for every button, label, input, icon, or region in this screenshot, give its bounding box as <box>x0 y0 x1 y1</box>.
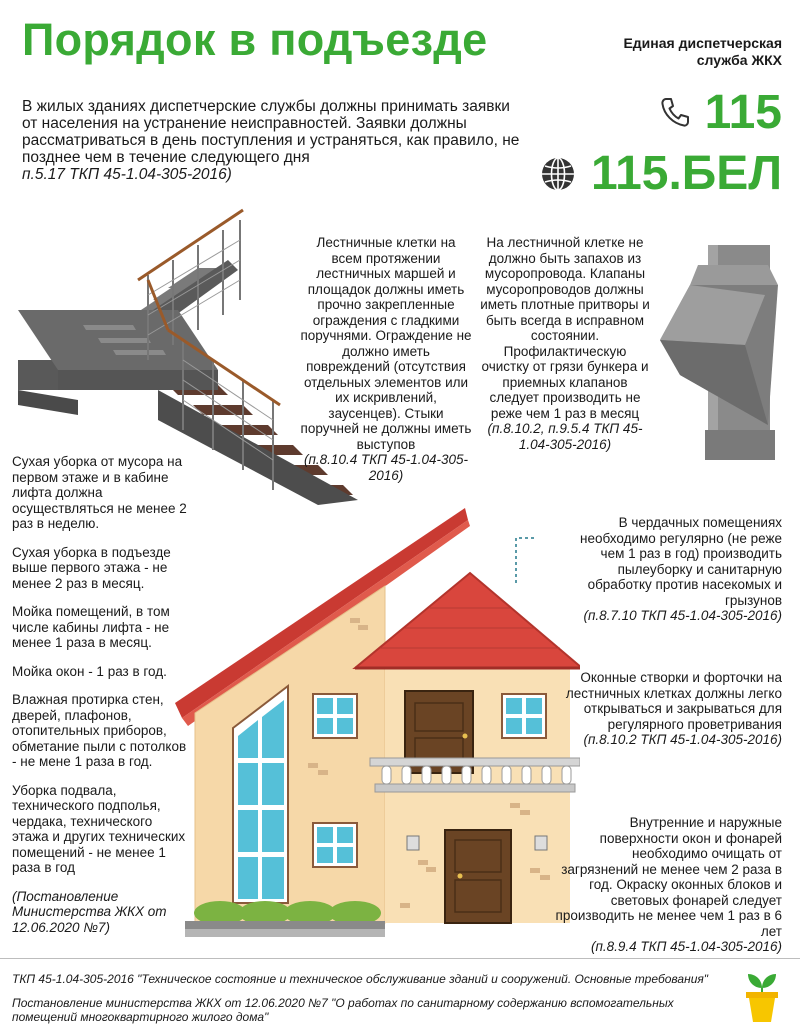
window-surfaces-text: Внутренние и наружные поверхности окон и фонарей необходимо очищать от загрязнений не менее чем 2 раза в год. Окраску оконных блоков и световых фонарей следует производить не менее чем 1 раз в 6 лет <box>555 815 782 939</box>
website-contact[interactable] <box>520 148 782 200</box>
list-item: Сухая уборка от мусора на первом этаже и в кабине лифта должна осуществляться не менее 2 раз в неделю. <box>12 454 187 531</box>
footer-reference-2: Постановление министерства ЖКХ от 12.06.2020 №7 "О работах по санитарному содержанию вспомогательных помещений многоквартирного жилого дома" <box>12 996 674 1024</box>
footer-divider <box>0 958 800 959</box>
plant-pot-icon <box>742 968 782 1024</box>
page-title: Порядок в подъезде <box>22 14 488 65</box>
service-line-2: служба ЖКХ <box>696 52 782 68</box>
stairs-railing-text: Лестничные клетки на всем протяжении лестничных маршей и площадок должны иметь прочно закрепленные ограждения с гладкими поручнями. Ограждение не должно иметь повреждений (отсутствия отдельных элементов или их искривлений, заусенцев). Стыки поручней не должны иметь выступов <box>300 235 472 452</box>
garbage-chute-reference: (п.8.10.2, п.9.5.4 ТКП 45-1.04-305-2016) <box>487 421 643 452</box>
dispatch-service-label <box>560 35 782 69</box>
list-item: Сухая уборка в подъезде выше первого этажа - не менее 2 раз в месяц. <box>12 544 171 591</box>
footer-reference-1: ТКП 45-1.04-305-2016 "Техническое состояние и техническое обслуживание зданий и сооружений. Основные требования" <box>12 972 709 986</box>
garbage-chute-block <box>480 235 650 452</box>
website-address: 115.БЕЛ <box>591 147 782 200</box>
window-ventilation-block <box>555 670 782 748</box>
intro-text: В жилых зданиях диспетчерские службы должны принимать заявки от населения на устранение неисправностей. Заявки должны рассматриваться в день поступления и устраняться, как правило, не позднее чем в течение следующего дня <box>22 98 520 166</box>
attic-connector-line <box>514 535 536 585</box>
intro-paragraph <box>22 98 522 183</box>
attic-cleaning-reference: (п.8.7.10 ТКП 45-1.04-305-2016) <box>583 608 782 623</box>
stairs-railing-reference: (п.8.10.4 ТКП 45-1.04-305-2016) <box>304 452 468 483</box>
globe-icon <box>540 156 576 192</box>
footer-references <box>12 972 732 1034</box>
window-ventilation-text: Оконные створки и форточки на лестничных клетках должны легко открываться и закрываться для регулярного проветривания <box>565 670 782 732</box>
intro-reference: п.5.17 ТКП 45-1.04-305-2016) <box>22 166 232 183</box>
list-item: Мойка окон - 1 раз в год. <box>12 663 167 679</box>
phone-contact[interactable] <box>560 88 782 138</box>
window-surfaces-block <box>555 815 782 955</box>
cleaning-schedule-reference: (Постановление Министерства ЖКХ от 12.06.2020 №7) <box>12 888 167 935</box>
garbage-chute-illustration <box>650 245 780 460</box>
garbage-chute-text: На лестничной клетке не должно быть запахов из мусоропровода. Клапаны мусоропроводов должны иметь плотные притворы и быть всегда в исправном состоянии. Профилактическую очистку от грязи бункера и приемных клапанов следует производить не реже чем 1 раз в месяц <box>480 235 650 421</box>
window-ventilation-reference: (п.8.10.2 ТКП 45-1.04-305-2016) <box>583 732 782 747</box>
cleaning-schedule-list <box>12 454 188 948</box>
phone-number: 115 <box>704 86 782 139</box>
attic-cleaning-text: В чердачных помещениях необходимо регулярно (не реже чем 1 раз в год) производить пылеуборку и санитарную обработку против насекомых и грызунов <box>580 515 782 608</box>
list-item: Уборка подвала, технического подполья, чердака, технического этажа и других технических помещений - не менее 1 раза в год <box>12 782 186 875</box>
stairs-railing-block <box>300 235 472 483</box>
list-item: Влажная протирка стен, дверей, плафонов, отопительных приборов, обметание пыли с потолков - не мене 1 раза в год. <box>12 692 187 769</box>
window-surfaces-reference: (п.8.9.4 ТКП 45-1.04-305-2016) <box>590 939 782 954</box>
service-line-1: Единая диспетчерская <box>623 35 782 51</box>
list-item: Мойка помещений, в том числе кабины лифта - не менее 1 раза в месяц. <box>12 604 170 650</box>
attic-cleaning-block <box>555 515 782 624</box>
phone-icon <box>660 96 690 128</box>
